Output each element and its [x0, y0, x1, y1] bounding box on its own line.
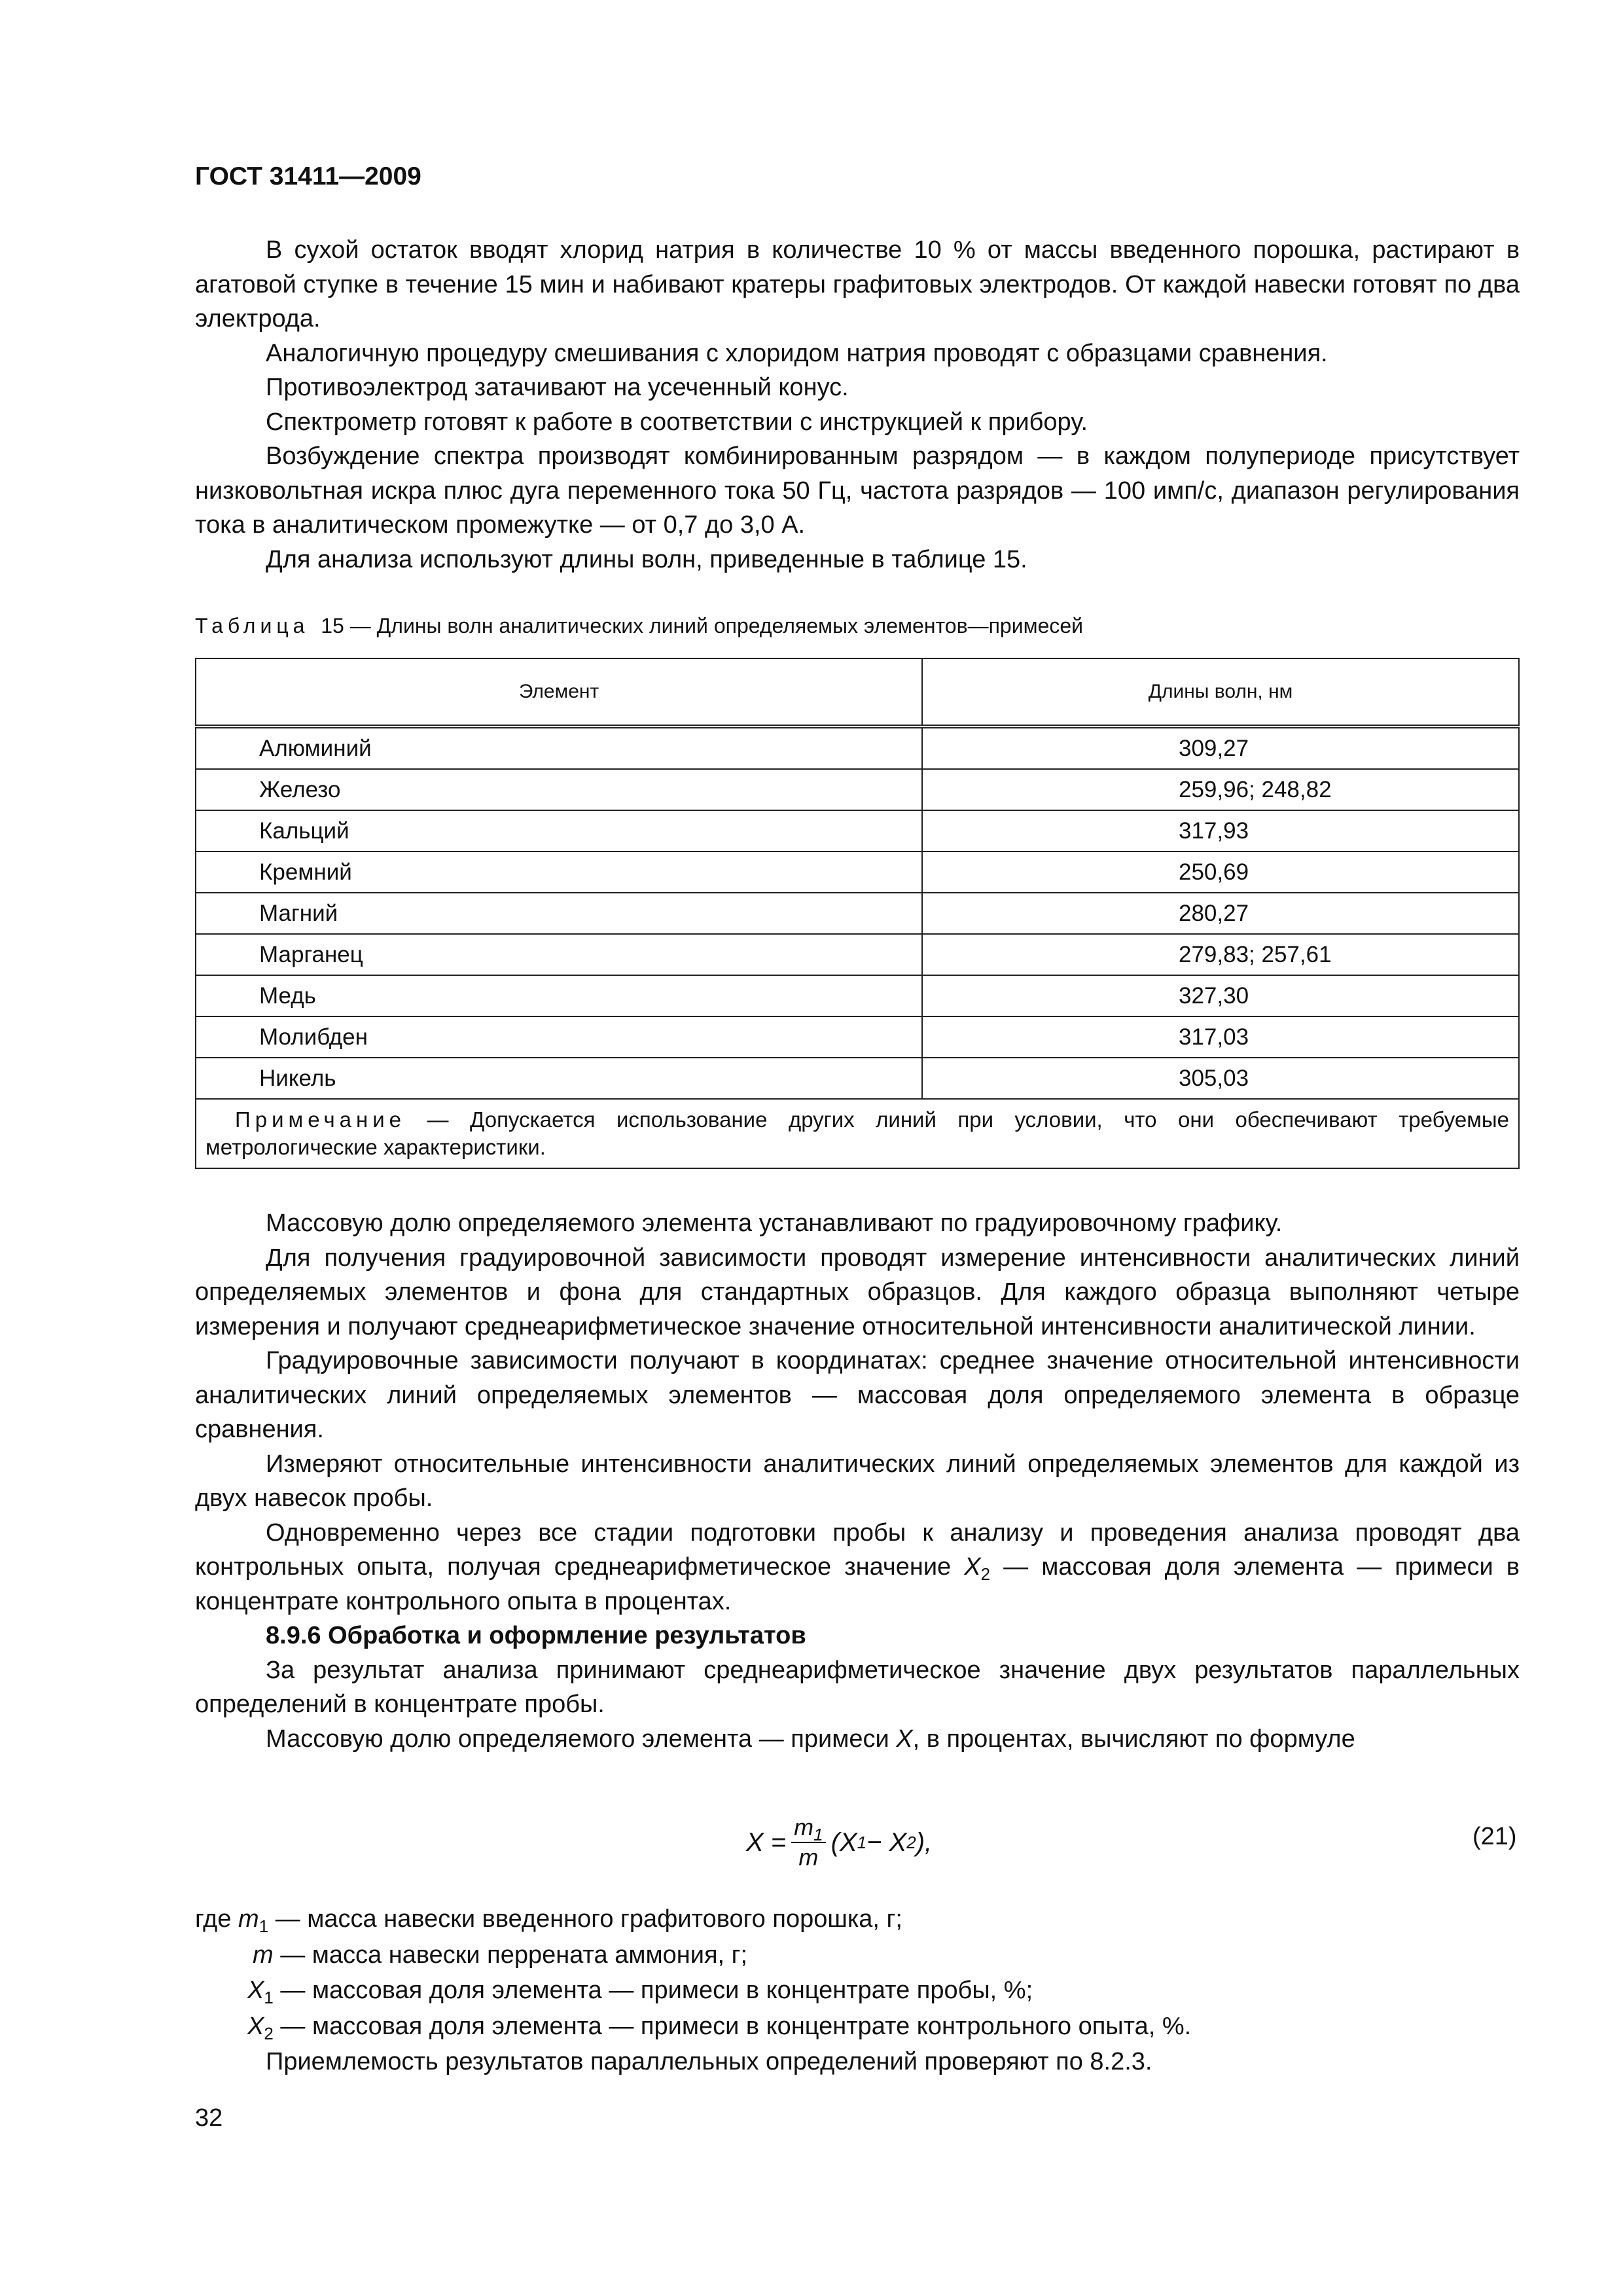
closing-sentence: Приемлемость результатов параллельных определений проверяют по 8.2.3.	[266, 2048, 1152, 2075]
formula-21: X = $\frac{m_1}{m}$ (X 1 − X 2 ),	[746, 1814, 933, 1871]
table-note	[196, 1099, 1519, 1168]
paragraph: Противоэлектрод затачивают на усеченный конус.	[266, 374, 849, 401]
subscript: 1	[264, 1988, 274, 2007]
text: Одновременно через все стадии подготовки пробы к анализу и проведения анализа проводят два контрольных опыта, получая среднеарифметическое значение	[195, 1518, 1520, 1581]
wavelength-cell: 305,03	[922, 1058, 1519, 1099]
wavelength-cell: 250,69	[922, 852, 1519, 893]
column-header-element: Элемент	[196, 658, 922, 726]
formula-lhs: X =	[746, 1827, 787, 1857]
denominator: m	[798, 1844, 819, 1871]
paragraph: Спектрометр готовят к работе в соответствии с инструкцией к прибору.	[266, 408, 1088, 436]
table-row	[196, 769, 1519, 810]
equation-number: (21)	[1472, 1823, 1517, 1850]
variable: m	[253, 1941, 274, 1969]
definition	[195, 1901, 1191, 1937]
definition	[195, 1937, 1191, 1973]
variable: X	[247, 1977, 264, 2004]
text: — масса навески перрената аммония, г;	[273, 1941, 748, 1969]
table-row	[196, 1016, 1519, 1058]
table-caption	[195, 614, 1083, 638]
element-cell: Кремний	[196, 852, 922, 893]
text: — массовая доля элемента — примеси в концентрате контрольного опыта в процентах.	[195, 1553, 1520, 1615]
term: (X	[830, 1827, 857, 1857]
text: где	[195, 1905, 239, 1933]
variable: X	[896, 1725, 913, 1753]
text: — массовая доля элемента — примеси в концентрате пробы, %;	[273, 1977, 1033, 2004]
definition	[195, 1973, 1191, 2009]
element-cell: Никель	[196, 1058, 922, 1099]
numerator	[791, 1813, 825, 1843]
wavelength-cell: 317,03	[922, 1016, 1519, 1058]
table-row	[196, 934, 1519, 975]
term: − X	[866, 1827, 907, 1857]
element-cell: Магний	[196, 893, 922, 934]
term: ),	[916, 1827, 933, 1857]
subscript: 2	[264, 2023, 274, 2043]
wavelength-table	[195, 658, 1520, 1169]
table-row	[196, 810, 1519, 852]
table-row	[196, 852, 1519, 893]
note-text: — Допускается использование других линий при условии, что они обеспечивают требуемые метрологические характеристики.	[205, 1107, 1509, 1159]
text-block-top	[195, 233, 1520, 577]
variable: X	[247, 2012, 264, 2040]
table-row	[196, 975, 1519, 1016]
document-code: ГОСТ 31411—2009	[195, 162, 421, 190]
definition	[195, 2009, 1191, 2045]
element-cell: Железо	[196, 769, 922, 810]
element-cell: Алюминий	[196, 726, 922, 769]
paragraph	[195, 1516, 1520, 1619]
section-heading: 8.9.6 Обработка и оформление результатов	[266, 1622, 806, 1649]
paragraph: Возбуждение спектра производят комбинированным разрядом — в каждом полупериоде присутствует низковольтная искра плюс дуга переменного тока 50 Гц, частота разрядов — 100 имп/с, диапазон регулирования тока в аналитическом промежутке — от 0,7 до 3,0 А.	[195, 442, 1520, 539]
wavelength-cell: 327,30	[922, 975, 1519, 1016]
subscript: 1	[259, 1916, 269, 1936]
subscript: 1	[813, 1825, 823, 1844]
column-header-wavelength: Длины волн, нм	[922, 658, 1519, 726]
variable-definitions	[195, 1901, 1191, 2080]
element-cell: Марганец	[196, 934, 922, 975]
variable: X	[964, 1553, 981, 1581]
paragraph: Для анализа используют длины волн, приведенные в таблице 15.	[266, 545, 1027, 573]
wavelength-cell: 309,27	[922, 726, 1519, 769]
fraction	[791, 1813, 825, 1872]
element-cell: Молибден	[196, 1016, 922, 1058]
text: — массовая доля элемента — примеси в концентрате контрольного опыта, %.	[273, 2012, 1192, 2040]
table-caption-word: Таблица	[195, 614, 310, 637]
variable: m	[238, 1905, 259, 1933]
paragraph	[195, 1722, 1520, 1757]
page-number: 32	[195, 2104, 223, 2132]
wavelength-cell: 259,96; 248,82	[922, 769, 1519, 810]
text: — масса навески введенного графитового порошка, г;	[268, 1905, 902, 1933]
text: , в процентах, вычисляют по формуле	[912, 1725, 1355, 1753]
element-cell: Кальций	[196, 810, 922, 852]
var: m	[794, 1814, 814, 1840]
text-block-bottom	[195, 1206, 1520, 1756]
paragraph: Аналогичную процедуру смешивания с хлоридом натрия проводят с образцами сравнения.	[266, 339, 1328, 367]
paragraph: В сухой остаток вводят хлорид натрия в количестве 10 % от массы введенного порошка, растирают в агатовой ступке в течение 15 мин и набивают кратеры графитовых электродов. От каждой навески готовят по два электрода.	[195, 236, 1520, 332]
note-label: Примечание	[235, 1107, 406, 1132]
paragraph: Измеряют относительные интенсивности аналитических линий определяемых элементов для каждой из двух навесок пробы.	[195, 1450, 1520, 1512]
table-row	[196, 1058, 1519, 1099]
subscript: 2	[980, 1564, 991, 1584]
wavelength-cell: 317,93	[922, 810, 1519, 852]
paragraph: Массовую долю определяемого элемента устанавливают по градуировочному графику.	[266, 1210, 1283, 1237]
element-cell: Медь	[196, 975, 922, 1016]
paragraph: Градуировочные зависимости получают в координатах: среднее значение относительной интенсивности аналитических линий определяемых элементов — массовая доля определяемого элемента в образце сравнения.	[195, 1347, 1520, 1443]
table-caption-text: 15 — Длины волн аналитических линий определяемых элементов—примесей	[321, 614, 1084, 637]
table-row	[196, 726, 1519, 769]
wavelength-cell: 279,83; 257,61	[922, 934, 1519, 975]
table-row	[196, 893, 1519, 934]
wavelength-cell: 280,27	[922, 893, 1519, 934]
paragraph: За результат анализа принимают среднеарифметическое значение двух результатов параллельных определений в концентрате пробы.	[195, 1656, 1520, 1718]
text: Массовую долю определяемого элемента — примеси	[266, 1725, 897, 1753]
paragraph: Для получения градуировочной зависимости проводят измерение интенсивности аналитических линий определяемых элементов и фона для стандартных образцов. Для каждого образца выполняют четыре измерения и получают среднеарифметическое значение относительной интенсивности аналитической линии.	[195, 1244, 1520, 1340]
